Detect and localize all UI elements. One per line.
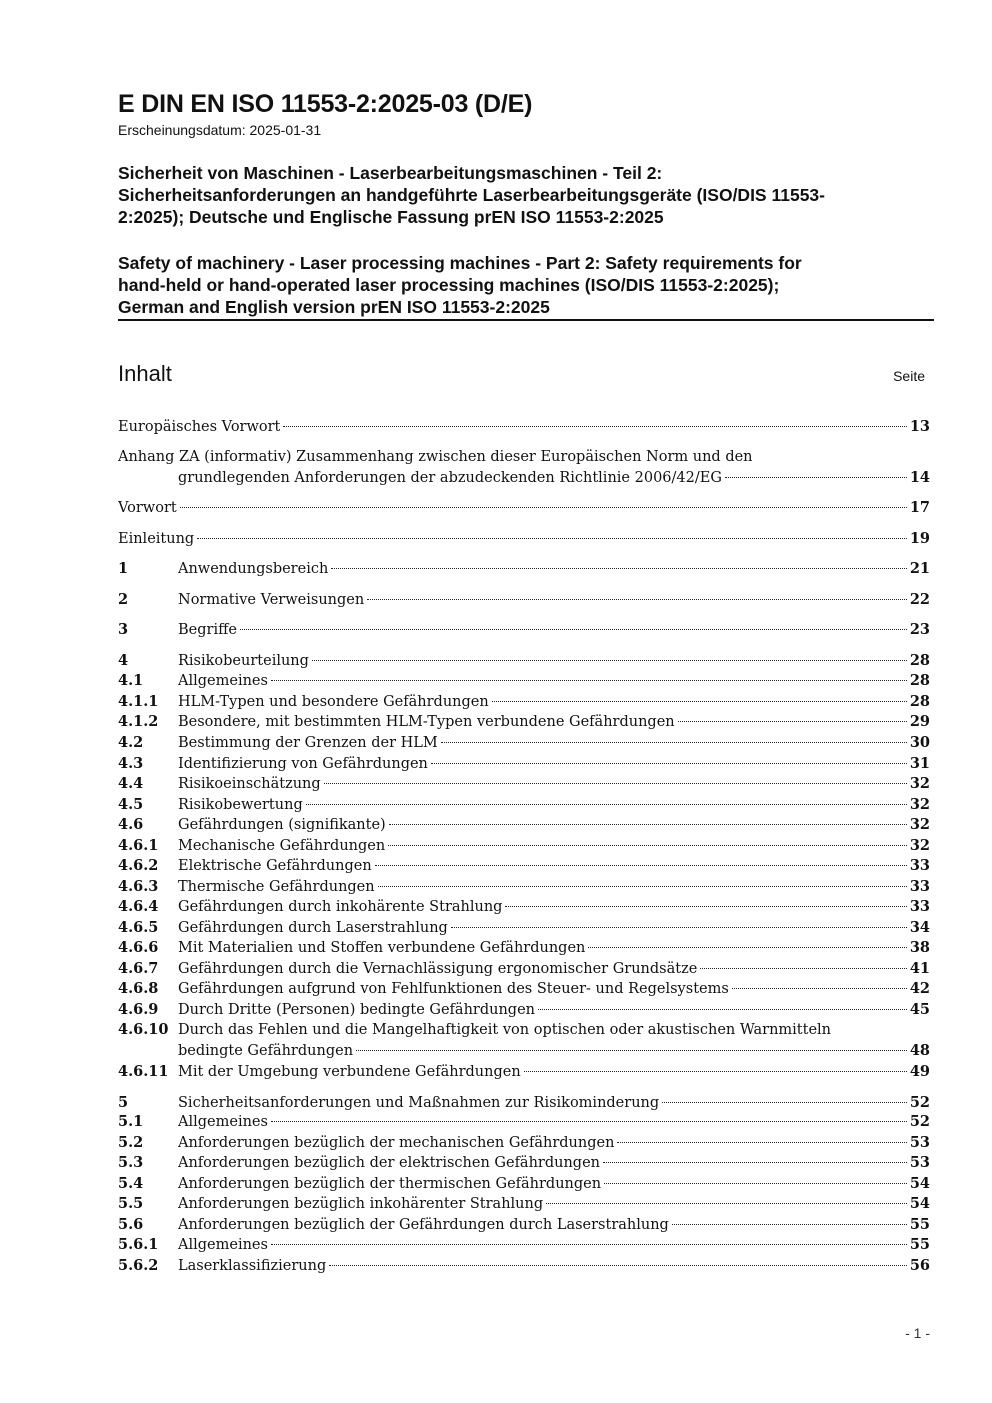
toc-entry[interactable] — [118, 651, 930, 671]
toc-dot-leader — [524, 1071, 907, 1072]
toc-entry[interactable] — [118, 877, 930, 897]
toc-entry-page: 28 — [909, 672, 930, 689]
toc-entry-page: 21 — [909, 560, 930, 577]
toc-entry-number: 5.6.1 — [118, 1236, 159, 1253]
toc-entry-title: Gefährdungen durch Laserstrahlung — [178, 920, 448, 936]
toc-dot-leader — [725, 477, 907, 478]
title-divider — [118, 319, 934, 321]
toc-dot-leader — [271, 1121, 907, 1122]
toc-entry-page: 23 — [909, 621, 930, 638]
toc-entry-number: 4.6.3 — [118, 878, 159, 895]
toc-entry-page: 52 — [909, 1113, 930, 1130]
toc-entry-title: Risikoeinschätzung — [178, 776, 321, 792]
toc-entry-number: 4.3 — [118, 755, 144, 772]
toc-entry-title-continued: grundlegenden Anforderungen der abzudeckenden Richtlinie 2006/42/EG — [178, 470, 722, 486]
toc-dot-leader — [662, 1102, 907, 1103]
toc-entry-page: 32 — [909, 837, 930, 854]
toc-entry-page: 13 — [909, 418, 930, 435]
toc-entry-number: 4.6.1 — [118, 837, 159, 854]
toc-entry[interactable] — [118, 856, 930, 876]
toc-entry-number: 4.6 — [118, 816, 144, 833]
toc-page-label: Seite — [893, 368, 925, 384]
toc-entry-number: 1 — [118, 560, 129, 577]
toc-entry-number: 4.1.1 — [118, 693, 159, 710]
toc-entry[interactable] — [118, 733, 930, 753]
toc-entry-page: 33 — [909, 857, 930, 874]
toc-entry-number: 4.6.9 — [118, 1001, 159, 1018]
toc-entry[interactable] — [118, 795, 930, 815]
toc-dot-leader — [505, 906, 906, 907]
toc-dot-leader — [389, 824, 907, 825]
toc-entry[interactable] — [118, 1153, 930, 1173]
toc-dot-leader — [617, 1142, 906, 1143]
toc-entry[interactable] — [118, 1133, 930, 1153]
toc-entry[interactable] — [118, 979, 930, 999]
toc-entry-number: 3 — [118, 621, 129, 638]
toc-heading: Inhalt — [118, 361, 172, 386]
toc-entry[interactable] — [118, 671, 930, 691]
toc-dot-leader — [492, 701, 907, 702]
toc-entry-number: 4.6.7 — [118, 960, 159, 977]
toc-entry-page: 56 — [909, 1257, 930, 1274]
toc-entry[interactable] — [118, 774, 930, 794]
toc-entry-title: Bestimmung der Grenzen der HLM — [178, 735, 438, 751]
title-german-line: Sicherheitsanforderungen an handgeführte Laserbearbeitungsgeräte (ISO/DIS 11553- — [118, 185, 825, 205]
toc-entry-number: 4.1.2 — [118, 713, 159, 730]
toc-dot-leader — [283, 426, 906, 427]
toc-dot-leader — [732, 988, 907, 989]
toc-entry-title: Gefährdungen aufgrund von Fehlfunktionen des Steuer- und Regelsystems — [178, 981, 729, 997]
toc-entry-number: 4.6.8 — [118, 980, 159, 997]
toc-entry-page: 38 — [909, 939, 930, 956]
toc-dot-leader — [378, 886, 907, 887]
toc-dot-leader — [331, 568, 907, 569]
toc-dot-leader — [329, 1265, 907, 1266]
toc-entry-title: Gefährdungen durch inkohärente Strahlung — [178, 899, 503, 915]
toc-entry-title: Laserklassifizierung — [178, 1258, 327, 1274]
document-id: E DIN EN ISO 11553-2:2025-03 (D/E) — [118, 90, 533, 118]
toc-entry-page: 32 — [909, 816, 930, 833]
toc-entry-page: 55 — [909, 1216, 930, 1233]
toc-entry-number: 4.6.6 — [118, 939, 159, 956]
toc-entry-page: 41 — [909, 960, 930, 977]
toc-entry[interactable] — [118, 1256, 930, 1276]
toc-entry-number: 2 — [118, 591, 129, 608]
toc-entry-continuation[interactable] — [178, 1041, 930, 1061]
toc-entry-page: 33 — [909, 878, 930, 895]
toc-entry-title: Gefährdungen (signifikante) — [178, 817, 386, 833]
toc-entry-title: HLM-Typen und besondere Gefährdungen — [178, 694, 489, 710]
title-german-line: Sicherheit von Maschinen - Laserbearbeitungsmaschinen - Teil 2: — [118, 163, 663, 183]
toc-entry-number: 4.6.11 — [118, 1063, 169, 1080]
toc-entry-page: 53 — [909, 1134, 930, 1151]
toc-dot-leader — [678, 721, 907, 722]
toc-entry[interactable] — [118, 1194, 930, 1214]
toc-entry[interactable] — [118, 836, 930, 856]
toc-entry-page: 22 — [909, 591, 930, 608]
toc-entry[interactable] — [118, 1215, 930, 1235]
toc-dot-leader — [451, 927, 907, 928]
title-german — [118, 162, 934, 228]
toc-dot-leader — [271, 680, 907, 681]
toc-entry[interactable] — [118, 1235, 930, 1255]
toc-entry-page: 54 — [909, 1195, 930, 1212]
toc-entry-page: 28 — [909, 693, 930, 710]
toc-entry[interactable] — [118, 754, 930, 774]
title-english-line: Safety of machinery - Laser processing machines - Part 2: Safety requirements for — [118, 253, 802, 273]
toc-entry-number: 5.5 — [118, 1195, 144, 1212]
toc-dot-leader — [672, 1224, 907, 1225]
toc-entry-title: Vorwort — [118, 500, 177, 516]
toc-entry-page: 33 — [909, 898, 930, 915]
toc-entry-title: Mit Materialien und Stoffen verbundene Gefährdungen — [178, 940, 586, 956]
toc-entry-page: 54 — [909, 1175, 930, 1192]
toc-dot-leader — [588, 947, 906, 948]
toc-entry-title: Besondere, mit bestimmten HLM-Typen verbundene Gefährdungen — [178, 714, 675, 730]
toc-entry-number: 5.2 — [118, 1134, 144, 1151]
toc-entry-page: 17 — [909, 499, 930, 516]
toc-dot-leader — [324, 783, 907, 784]
toc-entry[interactable] — [118, 692, 930, 712]
toc-entry[interactable] — [118, 1112, 930, 1132]
toc-entry-page: 55 — [909, 1236, 930, 1253]
toc-entry-title: Durch das Fehlen und die Mangelhaftigkeit von optischen oder akustischen Warnmitteln — [178, 1022, 832, 1038]
toc-entry-number: 5 — [118, 1094, 129, 1111]
toc-entry-number: 4.6.10 — [118, 1021, 169, 1038]
toc-entry-title: Elektrische Gefährdungen — [178, 858, 372, 874]
toc-entry[interactable] — [118, 559, 930, 579]
toc-entry-title: Gefährdungen durch die Vernachlässigung ergonomischer Grundsätze — [178, 961, 698, 977]
toc-entry-number: 4.5 — [118, 796, 144, 813]
toc-entry-title: Allgemeines — [178, 1114, 268, 1130]
toc-entry[interactable] — [118, 1020, 930, 1040]
toc-entry-page: 34 — [909, 919, 930, 936]
toc-entry[interactable] — [118, 897, 930, 917]
toc-dot-leader — [180, 507, 907, 508]
toc-entry[interactable] — [118, 918, 930, 938]
toc-entry-title: Normative Verweisungen — [178, 592, 365, 608]
toc-entry-page: 48 — [909, 1042, 930, 1059]
toc-dot-leader — [441, 742, 907, 743]
toc-entry-page: 53 — [909, 1154, 930, 1171]
toc-entry-title: Mit der Umgebung verbundene Gefährdungen — [178, 1064, 521, 1080]
toc-entry-page: 30 — [909, 734, 930, 751]
toc-entry-title: Sicherheitsanforderungen und Maßnahmen zur Risikominderung — [178, 1095, 660, 1111]
toc-dot-leader — [546, 1203, 907, 1204]
toc-entry-number: 5.6 — [118, 1216, 144, 1233]
toc-entry[interactable] — [118, 620, 930, 640]
toc-entry-title: Risikobeurteilung — [178, 653, 309, 669]
toc-entry-page: 29 — [909, 713, 930, 730]
toc-entry[interactable] — [118, 938, 930, 958]
toc-entry-number: 4.2 — [118, 734, 144, 751]
toc-entry-title: Anforderungen bezüglich der thermischen Gefährdungen — [178, 1176, 602, 1192]
toc-entry-number: 5.4 — [118, 1175, 144, 1192]
toc-dot-leader — [388, 845, 907, 846]
toc-dot-leader — [240, 629, 907, 630]
toc-entry-page: 32 — [909, 775, 930, 792]
toc-entry-title: Anforderungen bezüglich inkohärenter Strahlung — [178, 1196, 544, 1212]
toc-entry-title: Einleitung — [118, 531, 195, 547]
toc-entry[interactable] — [118, 1062, 930, 1082]
toc-dot-leader — [604, 1183, 907, 1184]
toc-entry-title: Identifizierung von Gefährdungen — [178, 756, 428, 772]
toc-entry[interactable] — [118, 498, 930, 518]
toc-dot-leader — [367, 599, 907, 600]
toc-dot-leader — [197, 538, 907, 539]
toc-entry-number: 4.6.4 — [118, 898, 159, 915]
toc-entry-page: 42 — [909, 980, 930, 997]
toc-entry-title: Mechanische Gefährdungen — [178, 838, 386, 854]
toc-entry[interactable] — [118, 1000, 930, 1020]
title-german-line: 2:2025); Deutsche und Englische Fassung prEN ISO 11553-2:2025 — [118, 207, 664, 227]
toc-entry-title: Anforderungen bezüglich der mechanischen Gefährdungen — [178, 1135, 615, 1151]
title-english — [118, 252, 934, 318]
toc-entry-title-continued: bedingte Gefährdungen — [178, 1043, 354, 1059]
toc-entry[interactable] — [118, 447, 930, 467]
toc-entry-title: Anhang ZA (informativ) Zusammenhang zwischen dieser Europäischen Norm und den — [118, 449, 753, 465]
toc-entry-title: Allgemeines — [178, 673, 268, 689]
toc-entry-title: Anforderungen bezüglich der elektrischen Gefährdungen — [178, 1155, 601, 1171]
toc-entry-number: 4.6.2 — [118, 857, 159, 874]
toc-dot-leader — [306, 804, 907, 805]
toc-entry[interactable] — [118, 529, 930, 549]
toc-entry[interactable] — [118, 417, 930, 437]
toc-dot-leader — [356, 1050, 907, 1051]
toc-entry-number: 5.6.2 — [118, 1257, 159, 1274]
toc-entry-number: 4.4 — [118, 775, 144, 792]
page-number: - 1 - — [905, 1325, 930, 1341]
toc-entry-page: 28 — [909, 652, 930, 669]
toc-entry-number: 5.1 — [118, 1113, 144, 1130]
toc-entry-title: Anwendungsbereich — [178, 561, 329, 577]
toc-entry[interactable] — [118, 959, 930, 979]
toc-entry-title: Durch Dritte (Personen) bedingte Gefährdungen — [178, 1002, 535, 1018]
toc-dot-leader — [700, 968, 907, 969]
toc-entry-page: 49 — [909, 1063, 930, 1080]
toc-entry[interactable] — [118, 815, 930, 835]
toc-entry-number: 4 — [118, 652, 129, 669]
toc-entry-page: 14 — [909, 469, 930, 486]
toc-entry[interactable] — [118, 590, 930, 610]
toc-entry-title: Anforderungen bezüglich der Gefährdungen durch Laserstrahlung — [178, 1217, 669, 1233]
toc-entry[interactable] — [118, 712, 930, 732]
toc-entry-page: 52 — [909, 1094, 930, 1111]
toc-dot-leader — [375, 865, 907, 866]
toc-entry-title: Europäisches Vorwort — [118, 419, 281, 435]
toc-dot-leader — [538, 1009, 907, 1010]
toc-dot-leader — [431, 763, 907, 764]
toc-entry-number: 5.3 — [118, 1154, 144, 1171]
title-english-line: hand-held or hand-operated laser processing machines (ISO/DIS 11553-2:2025); — [118, 275, 780, 295]
title-english-line: German and English version prEN ISO 11553-2:2025 — [118, 297, 550, 317]
toc-entry-number: 4.1 — [118, 672, 144, 689]
toc-entry[interactable] — [118, 1093, 930, 1113]
toc-entry-title: Thermische Gefährdungen — [178, 879, 375, 895]
toc-dot-leader — [312, 660, 907, 661]
toc-entry-page: 32 — [909, 796, 930, 813]
toc-entry-title: Risikobewertung — [178, 797, 303, 813]
toc-entry-title: Begriffe — [178, 622, 237, 638]
toc-entry-page: 31 — [909, 755, 930, 772]
publication-date: Erscheinungsdatum: 2025-01-31 — [118, 122, 322, 138]
toc-entry-page: 19 — [909, 530, 930, 547]
toc-entry-page: 45 — [909, 1001, 930, 1018]
toc-dot-leader — [603, 1162, 907, 1163]
toc-dot-leader — [271, 1244, 907, 1245]
toc-entry-number: 4.6.5 — [118, 919, 159, 936]
toc-entry[interactable] — [118, 1174, 930, 1194]
toc-entry-title: Allgemeines — [178, 1237, 268, 1253]
toc-entry-continuation[interactable] — [178, 468, 930, 488]
